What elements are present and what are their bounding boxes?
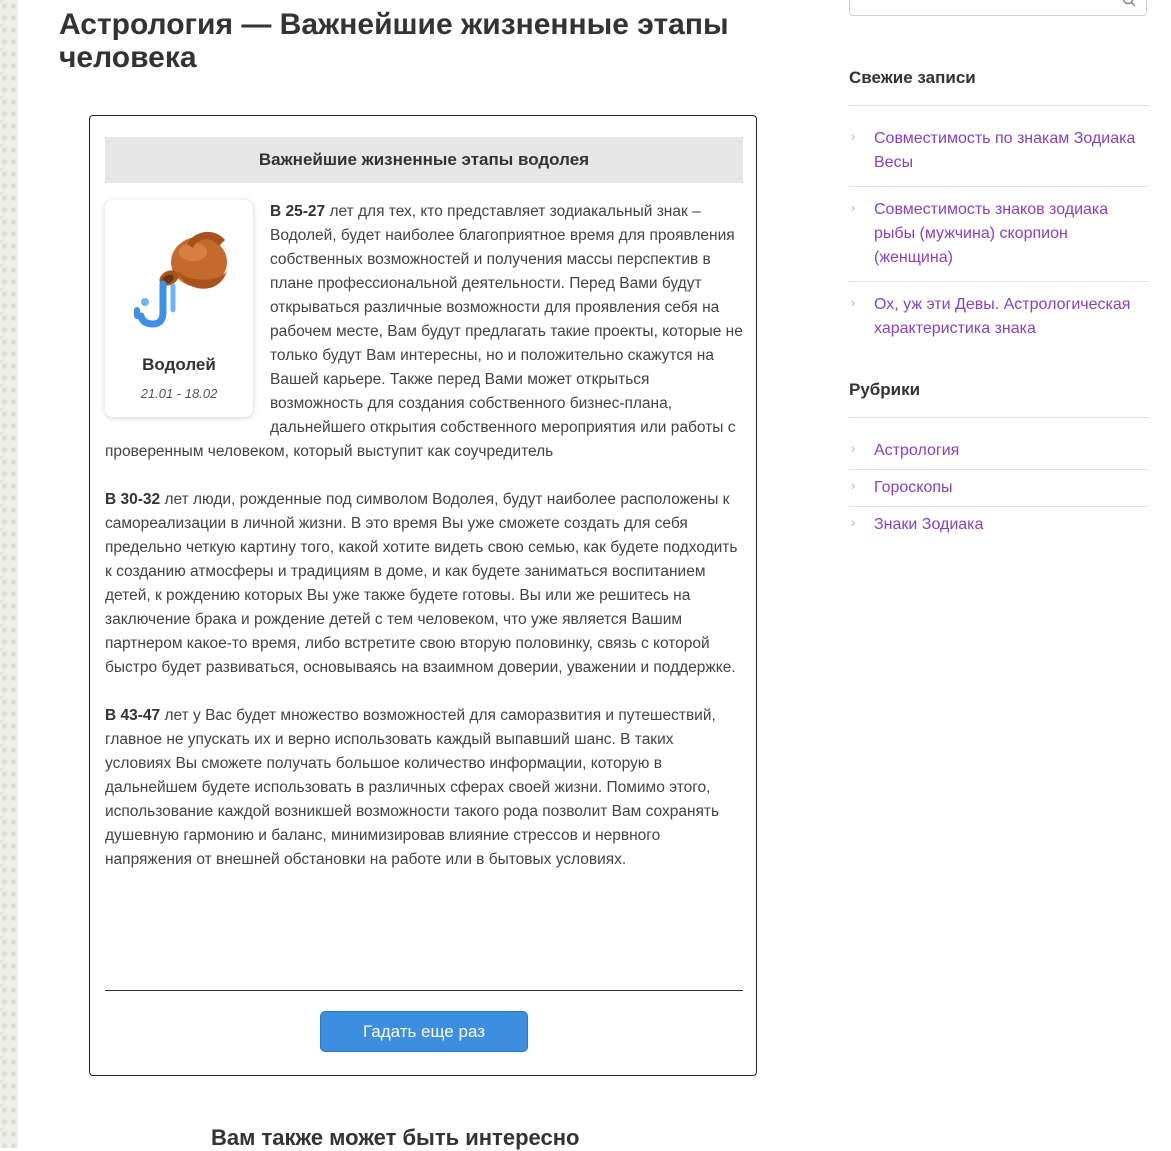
retry-fortune-button[interactable]: Гадать еще раз [320, 1011, 528, 1052]
related-posts-heading: Вам также может быть интересно [211, 1125, 580, 1150]
recent-post-link[interactable]: Совместимость по знакам Зодиака Весы [874, 130, 1136, 171]
recent-post-link[interactable]: Совместимость знаков зодиака рыбы (мужчина) скорпион (женщина) [874, 201, 1109, 266]
category-item [849, 507, 1149, 543]
result-card [89, 115, 757, 1076]
category-link[interactable]: Знаки Зодиака [874, 516, 984, 533]
recent-post-link[interactable]: Ох, уж эти Девы. Астрологическая характеристика знака [874, 296, 1131, 337]
decorative-left-border [0, 0, 18, 1148]
category-item [849, 433, 1149, 470]
categories-title: Рубрики [849, 380, 921, 399]
zodiac-sign-name: Водолей [142, 355, 216, 374]
paragraph-text: лет для тех, кто представляет зодиакальный знак – Водолей, будет наиболее благоприятное время для проявления собственных возможностей и получения массы перспектив в плане профессиональной деятельности. Перед Вами будут открываться различные возможности для проявления себя на рабочем месте, Вам будут предлагать такие проекты, которые не только будут Вам интересны, но и положительно скажутся на Вашей карьере. Также перед Вами может открыться возможность для создания собственного бизнес-плана, дальнейшего открытия собственного мероприятия или работы с проверенным человеком, который выступит как соучредитель [105, 203, 743, 460]
recent-post-item [849, 187, 1149, 282]
life-stage-paragraph [105, 704, 743, 872]
recent-post-item [849, 282, 1149, 352]
age-range: В 30-32 [105, 491, 161, 508]
recent-post-item [849, 116, 1149, 187]
category-link[interactable]: Гороскопы [874, 479, 953, 496]
age-range: В 43-47 [105, 707, 161, 724]
age-range: В 25-27 [270, 203, 326, 220]
paragraph-text: лет люди, рожденные под символом Водолея, будут наиболее расположены к самореализации в личной жизни. В это время Вы уже сможете создать для себя предельно четкую картину того, какой хотите видеть свою семью, как будете подходить к созданию атмосферы и традициям в доме, и как будете заниматься воспитанием детей, к рождению которых Вы уже также будете готовы. Вы или же решитесь на заключение брака и рождение детей с тем человеком, что уже является Вашим партнером какое-то время, либо встретите свою вторую половинку, связь с которой быстро будет развиваться, основываясь на взаимном доверии, уважении и поддержке. [105, 491, 738, 676]
chevron-right-icon: › [851, 295, 856, 310]
card-divider [105, 990, 743, 991]
life-stage-paragraph [105, 488, 743, 680]
widget-divider [849, 105, 1149, 106]
chevron-right-icon: › [851, 129, 856, 144]
card-body [105, 200, 743, 896]
widget-divider [849, 417, 1149, 418]
recent-posts-title: Свежие записи [849, 68, 976, 87]
chevron-right-icon: › [851, 478, 856, 493]
search-input[interactable] [849, 0, 1147, 16]
chevron-right-icon: › [851, 200, 856, 215]
zodiac-sign-box [105, 200, 253, 417]
paragraph-text: лет у Вас будет множество возможностей для саморазвития и путешествий, главное не упускать их и верно использовать каждый выпавший шанс. В таких условиях Вы сможете получать большое количество информации, которую в дальнейшем будете использовать в различных сферах своей жизни. Помимо этого, использование каждой возникшей возможности такого рода позволит Вам сохранять душевную гармонию и баланс, минимизировав влияние стрессов и нервного напряжения от внешней обстановки на работе или в бытовых условиях. [105, 707, 720, 868]
chevron-right-icon: › [851, 441, 856, 456]
search-icon[interactable] [1122, 0, 1136, 11]
category-item [849, 470, 1149, 507]
aquarius-jug-icon [115, 212, 243, 340]
chevron-right-icon: › [851, 515, 856, 530]
category-link[interactable]: Астрология [874, 442, 960, 459]
card-header: Важнейшие жизненные этапы водолея [105, 137, 743, 183]
categories-list [849, 433, 1149, 543]
page-title: Астрология — Важнейшие жизненные этапы человека [59, 8, 729, 74]
recent-posts-list [849, 116, 1149, 352]
zodiac-sign-dates: 21.01 - 18.02 [140, 386, 218, 401]
